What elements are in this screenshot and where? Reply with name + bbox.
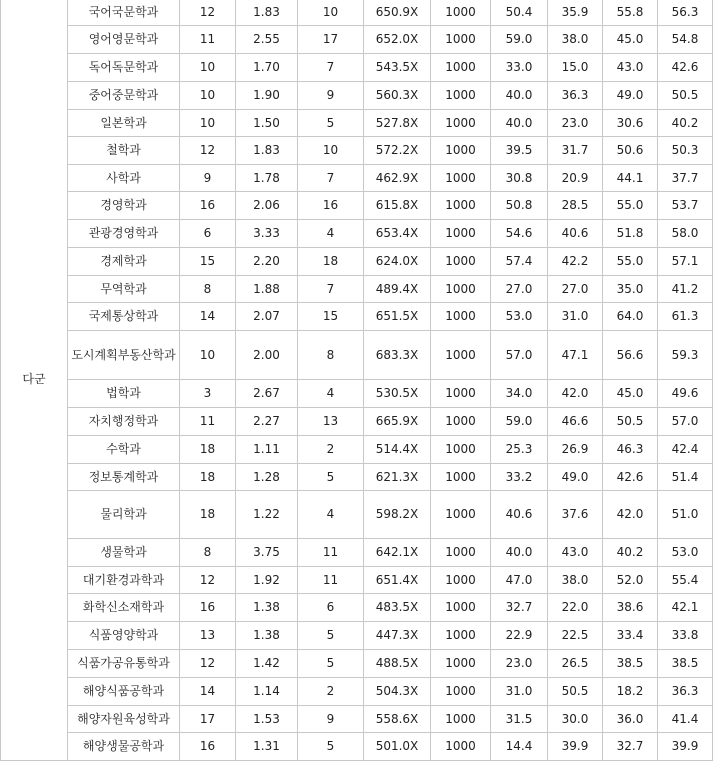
score-base-cell: 1000 xyxy=(431,594,491,622)
table-row xyxy=(1,220,713,248)
score-base-cell: 1000 xyxy=(431,303,491,331)
col-9-cell: 33.8 xyxy=(658,622,713,650)
col-6-cell: 40.0 xyxy=(491,539,548,567)
col-9-cell: 37.7 xyxy=(658,165,713,192)
col-7-cell: 26.5 xyxy=(548,650,603,678)
col-6-cell: 30.8 xyxy=(491,165,548,192)
col-8-cell: 40.2 xyxy=(603,539,658,567)
department-cell: 해양생물공학과 xyxy=(68,733,180,761)
quota-cell: 10 xyxy=(180,54,236,82)
col-3-cell: 9 xyxy=(298,706,364,733)
col-7-cell: 28.5 xyxy=(548,192,603,220)
col-9-cell: 39.9 xyxy=(658,733,713,761)
col-6-cell: 59.0 xyxy=(491,408,548,436)
department-cell: 법학과 xyxy=(68,380,180,408)
score-base-cell: 1000 xyxy=(431,82,491,110)
col-9-cell: 54.8 xyxy=(658,26,713,54)
competition-ratio-cell: 2.27 xyxy=(236,408,298,436)
col-7-cell: 49.0 xyxy=(548,464,603,491)
col-6-cell: 40.0 xyxy=(491,110,548,137)
col-9-cell: 50.3 xyxy=(658,137,713,165)
quota-cell: 12 xyxy=(180,650,236,678)
department-cell: 해양자원육성학과 xyxy=(68,706,180,733)
col-7-cell: 27.0 xyxy=(548,276,603,303)
col-6-cell: 34.0 xyxy=(491,380,548,408)
table-row xyxy=(1,276,713,303)
col-7-cell: 38.0 xyxy=(548,567,603,594)
table-row xyxy=(1,594,713,622)
col-3-cell: 16 xyxy=(298,192,364,220)
score-base-cell: 1000 xyxy=(431,539,491,567)
col-6-cell: 31.5 xyxy=(491,706,548,733)
col-3-cell: 9 xyxy=(298,82,364,110)
quota-cell: 12 xyxy=(180,137,236,165)
department-cell: 식품가공유통학과 xyxy=(68,650,180,678)
col-8-cell: 33.4 xyxy=(603,622,658,650)
score-max-cell: 665.9X xyxy=(364,408,431,436)
competition-ratio-cell: 1.28 xyxy=(236,464,298,491)
department-cell: 생물학과 xyxy=(68,539,180,567)
col-7-cell: 36.3 xyxy=(548,82,603,110)
department-cell: 자치행정학과 xyxy=(68,408,180,436)
score-max-cell: 558.6X xyxy=(364,706,431,733)
score-max-cell: 653.4X xyxy=(364,220,431,248)
competition-ratio-cell: 1.88 xyxy=(236,276,298,303)
score-base-cell: 1000 xyxy=(431,276,491,303)
col-6-cell: 59.0 xyxy=(491,26,548,54)
col-8-cell: 44.1 xyxy=(603,165,658,192)
competition-ratio-cell: 1.50 xyxy=(236,110,298,137)
col-8-cell: 50.5 xyxy=(603,408,658,436)
score-max-cell: 488.5X xyxy=(364,650,431,678)
score-max-cell: 527.8X xyxy=(364,110,431,137)
table-row xyxy=(1,54,713,82)
quota-cell: 18 xyxy=(180,436,236,464)
department-cell: 정보통계학과 xyxy=(68,464,180,491)
score-base-cell: 1000 xyxy=(431,622,491,650)
score-base-cell: 1000 xyxy=(431,26,491,54)
col-6-cell: 50.4 xyxy=(491,0,548,26)
quota-cell: 16 xyxy=(180,594,236,622)
col-3-cell: 4 xyxy=(298,220,364,248)
quota-cell: 8 xyxy=(180,539,236,567)
col-3-cell: 10 xyxy=(298,137,364,165)
col-8-cell: 45.0 xyxy=(603,26,658,54)
col-9-cell: 42.6 xyxy=(658,54,713,82)
col-7-cell: 20.9 xyxy=(548,165,603,192)
score-base-cell: 1000 xyxy=(431,464,491,491)
col-3-cell: 5 xyxy=(298,464,364,491)
table-row xyxy=(1,0,713,26)
quota-cell: 16 xyxy=(180,192,236,220)
col-6-cell: 27.0 xyxy=(491,276,548,303)
table-row xyxy=(1,539,713,567)
department-cell: 경제학과 xyxy=(68,248,180,276)
competition-ratio-cell: 1.31 xyxy=(236,733,298,761)
col-9-cell: 57.0 xyxy=(658,408,713,436)
score-base-cell: 1000 xyxy=(431,408,491,436)
col-9-cell: 38.5 xyxy=(658,650,713,678)
score-max-cell: 651.4X xyxy=(364,567,431,594)
table-row xyxy=(1,380,713,408)
competition-ratio-cell: 3.75 xyxy=(236,539,298,567)
col-3-cell: 5 xyxy=(298,622,364,650)
col-8-cell: 51.8 xyxy=(603,220,658,248)
quota-cell: 16 xyxy=(180,733,236,761)
competition-ratio-cell: 1.83 xyxy=(236,137,298,165)
col-3-cell: 7 xyxy=(298,54,364,82)
department-cell: 화학신소재학과 xyxy=(68,594,180,622)
score-base-cell: 1000 xyxy=(431,137,491,165)
score-base-cell: 1000 xyxy=(431,0,491,26)
col-8-cell: 50.6 xyxy=(603,137,658,165)
col-3-cell: 7 xyxy=(298,276,364,303)
quota-cell: 10 xyxy=(180,331,236,380)
score-base-cell: 1000 xyxy=(431,165,491,192)
score-max-cell: 642.1X xyxy=(364,539,431,567)
quota-cell: 10 xyxy=(180,82,236,110)
col-9-cell: 53.0 xyxy=(658,539,713,567)
score-max-cell: 650.9X xyxy=(364,0,431,26)
col-8-cell: 56.6 xyxy=(603,331,658,380)
col-8-cell: 42.0 xyxy=(603,491,658,539)
col-7-cell: 30.0 xyxy=(548,706,603,733)
quota-cell: 18 xyxy=(180,464,236,491)
col-8-cell: 55.0 xyxy=(603,192,658,220)
score-max-cell: 543.5X xyxy=(364,54,431,82)
col-8-cell: 32.7 xyxy=(603,733,658,761)
quota-cell: 15 xyxy=(180,248,236,276)
score-max-cell: 560.3X xyxy=(364,82,431,110)
col-9-cell: 41.2 xyxy=(658,276,713,303)
score-max-cell: 598.2X xyxy=(364,491,431,539)
table-row xyxy=(1,408,713,436)
score-base-cell: 1000 xyxy=(431,706,491,733)
score-base-cell: 1000 xyxy=(431,248,491,276)
col-6-cell: 39.5 xyxy=(491,137,548,165)
table-row xyxy=(1,165,713,192)
competition-ratio-cell: 1.53 xyxy=(236,706,298,733)
col-3-cell: 10 xyxy=(298,0,364,26)
col-3-cell: 2 xyxy=(298,436,364,464)
col-8-cell: 35.0 xyxy=(603,276,658,303)
department-cell: 무역학과 xyxy=(68,276,180,303)
competition-ratio-cell: 1.90 xyxy=(236,82,298,110)
col-7-cell: 46.6 xyxy=(548,408,603,436)
table-row xyxy=(1,733,713,761)
col-6-cell: 40.6 xyxy=(491,491,548,539)
quota-cell: 6 xyxy=(180,220,236,248)
col-6-cell: 57.0 xyxy=(491,331,548,380)
score-max-cell: 615.8X xyxy=(364,192,431,220)
col-6-cell: 54.6 xyxy=(491,220,548,248)
score-max-cell: 514.4X xyxy=(364,436,431,464)
department-cell: 영어영문학과 xyxy=(68,26,180,54)
col-3-cell: 2 xyxy=(298,678,364,706)
score-max-cell: 624.0X xyxy=(364,248,431,276)
department-cell: 관광경영학과 xyxy=(68,220,180,248)
col-3-cell: 7 xyxy=(298,165,364,192)
col-6-cell: 53.0 xyxy=(491,303,548,331)
col-7-cell: 31.7 xyxy=(548,137,603,165)
col-9-cell: 58.0 xyxy=(658,220,713,248)
table-row xyxy=(1,303,713,331)
competition-ratio-cell: 1.42 xyxy=(236,650,298,678)
col-6-cell: 47.0 xyxy=(491,567,548,594)
col-3-cell: 8 xyxy=(298,331,364,380)
col-9-cell: 49.6 xyxy=(658,380,713,408)
col-8-cell: 43.0 xyxy=(603,54,658,82)
quota-cell: 13 xyxy=(180,622,236,650)
col-8-cell: 55.0 xyxy=(603,248,658,276)
col-3-cell: 13 xyxy=(298,408,364,436)
col-6-cell: 33.2 xyxy=(491,464,548,491)
col-7-cell: 37.6 xyxy=(548,491,603,539)
col-9-cell: 59.3 xyxy=(658,331,713,380)
department-cell: 일본학과 xyxy=(68,110,180,137)
col-7-cell: 40.6 xyxy=(548,220,603,248)
col-3-cell: 4 xyxy=(298,380,364,408)
col-9-cell: 50.5 xyxy=(658,82,713,110)
col-6-cell: 23.0 xyxy=(491,650,548,678)
department-cell: 철학과 xyxy=(68,137,180,165)
col-3-cell: 17 xyxy=(298,26,364,54)
table-row xyxy=(1,622,713,650)
competition-ratio-cell: 2.00 xyxy=(236,331,298,380)
score-base-cell: 1000 xyxy=(431,567,491,594)
competition-ratio-cell: 1.22 xyxy=(236,491,298,539)
quota-cell: 18 xyxy=(180,491,236,539)
quota-cell: 9 xyxy=(180,165,236,192)
col-6-cell: 50.8 xyxy=(491,192,548,220)
col-7-cell: 15.0 xyxy=(548,54,603,82)
department-cell: 국제통상학과 xyxy=(68,303,180,331)
competition-ratio-cell: 1.78 xyxy=(236,165,298,192)
col-3-cell: 11 xyxy=(298,539,364,567)
competition-ratio-cell: 2.07 xyxy=(236,303,298,331)
department-cell: 도시계획부동산학과 xyxy=(68,331,180,380)
competition-ratio-cell: 3.33 xyxy=(236,220,298,248)
score-base-cell: 1000 xyxy=(431,380,491,408)
col-9-cell: 57.1 xyxy=(658,248,713,276)
competition-ratio-cell: 2.20 xyxy=(236,248,298,276)
competition-ratio-cell: 2.55 xyxy=(236,26,298,54)
quota-cell: 10 xyxy=(180,110,236,137)
competition-ratio-cell: 1.11 xyxy=(236,436,298,464)
table-row xyxy=(1,650,713,678)
col-3-cell: 4 xyxy=(298,491,364,539)
col-3-cell: 11 xyxy=(298,567,364,594)
department-cell: 사학과 xyxy=(68,165,180,192)
col-9-cell: 56.3 xyxy=(658,0,713,26)
col-8-cell: 46.3 xyxy=(603,436,658,464)
col-6-cell: 40.0 xyxy=(491,82,548,110)
table-row xyxy=(1,706,713,733)
table-row xyxy=(1,137,713,165)
col-8-cell: 49.0 xyxy=(603,82,658,110)
col-8-cell: 42.6 xyxy=(603,464,658,491)
col-7-cell: 26.9 xyxy=(548,436,603,464)
col-6-cell: 22.9 xyxy=(491,622,548,650)
score-max-cell: 504.3X xyxy=(364,678,431,706)
competition-ratio-cell: 1.38 xyxy=(236,622,298,650)
col-9-cell: 42.4 xyxy=(658,436,713,464)
col-9-cell: 55.4 xyxy=(658,567,713,594)
col-3-cell: 5 xyxy=(298,110,364,137)
col-7-cell: 22.5 xyxy=(548,622,603,650)
score-max-cell: 462.9X xyxy=(364,165,431,192)
score-base-cell: 1000 xyxy=(431,331,491,380)
col-6-cell: 31.0 xyxy=(491,678,548,706)
score-max-cell: 483.5X xyxy=(364,594,431,622)
score-max-cell: 683.3X xyxy=(364,331,431,380)
table-row xyxy=(1,436,713,464)
table-row xyxy=(1,110,713,137)
table-row xyxy=(1,248,713,276)
col-3-cell: 5 xyxy=(298,733,364,761)
col-7-cell: 39.9 xyxy=(548,733,603,761)
department-cell: 독어독문학과 xyxy=(68,54,180,82)
competition-ratio-cell: 2.67 xyxy=(236,380,298,408)
col-9-cell: 42.1 xyxy=(658,594,713,622)
col-8-cell: 52.0 xyxy=(603,567,658,594)
score-base-cell: 1000 xyxy=(431,54,491,82)
col-9-cell: 51.4 xyxy=(658,464,713,491)
col-6-cell: 57.4 xyxy=(491,248,548,276)
score-max-cell: 530.5X xyxy=(364,380,431,408)
col-3-cell: 5 xyxy=(298,650,364,678)
col-7-cell: 42.2 xyxy=(548,248,603,276)
department-cell: 해양식품공학과 xyxy=(68,678,180,706)
score-base-cell: 1000 xyxy=(431,678,491,706)
col-6-cell: 14.4 xyxy=(491,733,548,761)
quota-cell: 3 xyxy=(180,380,236,408)
table-row xyxy=(1,567,713,594)
score-max-cell: 489.4X xyxy=(364,276,431,303)
col-7-cell: 23.0 xyxy=(548,110,603,137)
col-6-cell: 32.7 xyxy=(491,594,548,622)
col-7-cell: 43.0 xyxy=(548,539,603,567)
table-row xyxy=(1,26,713,54)
department-cell: 물리학과 xyxy=(68,491,180,539)
quota-cell: 12 xyxy=(180,0,236,26)
department-cell: 수학과 xyxy=(68,436,180,464)
col-8-cell: 36.0 xyxy=(603,706,658,733)
score-max-cell: 501.0X xyxy=(364,733,431,761)
table-row xyxy=(1,491,713,539)
score-base-cell: 1000 xyxy=(431,110,491,137)
col-3-cell: 18 xyxy=(298,248,364,276)
quota-cell: 14 xyxy=(180,303,236,331)
score-max-cell: 572.2X xyxy=(364,137,431,165)
score-max-cell: 652.0X xyxy=(364,26,431,54)
col-9-cell: 41.4 xyxy=(658,706,713,733)
col-3-cell: 6 xyxy=(298,594,364,622)
col-8-cell: 64.0 xyxy=(603,303,658,331)
table-row xyxy=(1,464,713,491)
competition-ratio-cell: 2.06 xyxy=(236,192,298,220)
col-9-cell: 51.0 xyxy=(658,491,713,539)
score-base-cell: 1000 xyxy=(431,650,491,678)
col-8-cell: 38.5 xyxy=(603,650,658,678)
col-9-cell: 53.7 xyxy=(658,192,713,220)
quota-cell: 11 xyxy=(180,26,236,54)
col-7-cell: 50.5 xyxy=(548,678,603,706)
table-row xyxy=(1,82,713,110)
col-7-cell: 22.0 xyxy=(548,594,603,622)
department-cell: 경영학과 xyxy=(68,192,180,220)
col-9-cell: 61.3 xyxy=(658,303,713,331)
quota-cell: 12 xyxy=(180,567,236,594)
group-label-cell: 다군 xyxy=(1,0,68,761)
score-max-cell: 651.5X xyxy=(364,303,431,331)
col-6-cell: 33.0 xyxy=(491,54,548,82)
col-7-cell: 31.0 xyxy=(548,303,603,331)
col-7-cell: 42.0 xyxy=(548,380,603,408)
score-base-cell: 1000 xyxy=(431,733,491,761)
col-9-cell: 40.2 xyxy=(658,110,713,137)
department-cell: 대기환경과학과 xyxy=(68,567,180,594)
quota-cell: 8 xyxy=(180,276,236,303)
score-max-cell: 621.3X xyxy=(364,464,431,491)
score-base-cell: 1000 xyxy=(431,436,491,464)
col-3-cell: 15 xyxy=(298,303,364,331)
score-max-cell: 447.3X xyxy=(364,622,431,650)
col-8-cell: 18.2 xyxy=(603,678,658,706)
quota-cell: 17 xyxy=(180,706,236,733)
competition-ratio-cell: 1.14 xyxy=(236,678,298,706)
department-cell: 식품영양학과 xyxy=(68,622,180,650)
col-8-cell: 30.6 xyxy=(603,110,658,137)
col-8-cell: 55.8 xyxy=(603,0,658,26)
col-6-cell: 25.3 xyxy=(491,436,548,464)
competition-ratio-cell: 1.83 xyxy=(236,0,298,26)
score-base-cell: 1000 xyxy=(431,192,491,220)
score-base-cell: 1000 xyxy=(431,491,491,539)
col-9-cell: 36.3 xyxy=(658,678,713,706)
quota-cell: 11 xyxy=(180,408,236,436)
department-cell: 중어중문학과 xyxy=(68,82,180,110)
competition-ratio-cell: 1.70 xyxy=(236,54,298,82)
competition-ratio-cell: 1.38 xyxy=(236,594,298,622)
col-8-cell: 38.6 xyxy=(603,594,658,622)
score-base-cell: 1000 xyxy=(431,220,491,248)
table-row xyxy=(1,192,713,220)
col-7-cell: 38.0 xyxy=(548,26,603,54)
table-row xyxy=(1,678,713,706)
department-cell: 국어국문학과 xyxy=(68,0,180,26)
table-row xyxy=(1,331,713,380)
quota-cell: 14 xyxy=(180,678,236,706)
competition-ratio-cell: 1.92 xyxy=(236,567,298,594)
col-7-cell: 47.1 xyxy=(548,331,603,380)
col-7-cell: 35.9 xyxy=(548,0,603,26)
col-8-cell: 45.0 xyxy=(603,380,658,408)
